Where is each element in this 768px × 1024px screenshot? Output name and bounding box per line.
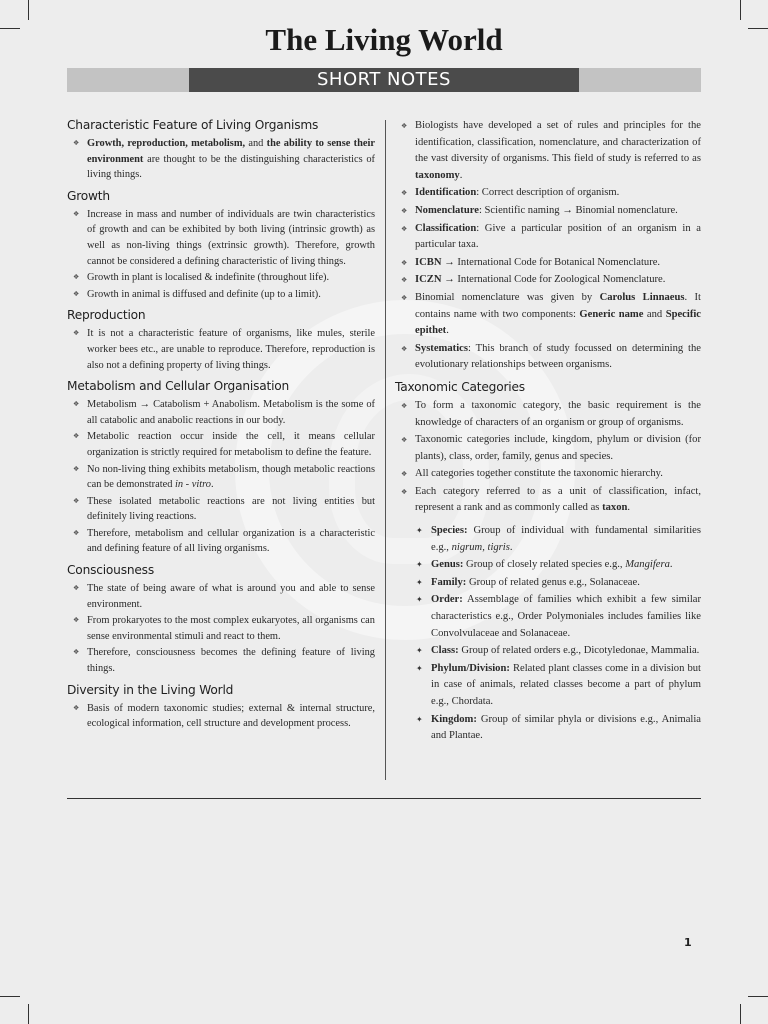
- sub-list-item: ✦ Order: Assemblage of families which exhibit a few similar characteristics e.g., Order Polymoniales includes families like Convolvulaceae and Solanaceae.: [411, 592, 701, 642]
- list-item: ❖ To form a taxonomic category, the basic requirement is the knowledge of characters of an organism or group of organisms.: [395, 398, 701, 431]
- section-heading: Consciousness: [67, 563, 154, 578]
- section-heading: Diversity in the Living World: [67, 682, 234, 697]
- sub-list-item: ✦ Kingdom: Group of similar phyla or divisions e.g., Animalia and Plantae.: [411, 712, 701, 745]
- section-heading: Reproduction: [67, 308, 146, 323]
- column-divider: [385, 120, 386, 780]
- crop-mark: [0, 996, 20, 997]
- section-heading: Characteristic Feature of Living Organisms: [67, 118, 319, 132]
- section-heading: Taxonomic Categories: [395, 379, 525, 394]
- sub-list-item: ✦ Class: Group of related orders e.g., Dicotyledonae, Mammalia.: [411, 643, 701, 660]
- list-item: ❖ Therefore, consciousness becomes the defining feature of living things.: [67, 645, 375, 676]
- list-item: ❖ Basis of modern taxonomic studies; external & internal structure, ecological information, cell structure and development process.: [67, 701, 375, 732]
- list-item: ❖ No non-living thing exhibits metabolism, though metabolic reactions can be demonstrated in - vitro.: [67, 462, 375, 493]
- crop-mark: [740, 1004, 741, 1024]
- section-heading: Growth: [67, 188, 110, 203]
- section-heading: Metabolism and Cellular Organisation: [67, 379, 290, 394]
- list-item: ❖ Increase in mass and number of individuals are twin characteristics of growth and can be exhibited by both living (intrinsic growth) as well as non-living things (extrinsic growth). Therefore, growth cannot be considered a defining characteristic of living things.: [67, 207, 375, 269]
- crop-mark: [740, 0, 741, 20]
- list-item: ❖ Biologists have developed a set of rules and principles for the identification, classification, nomenclature, and characterization of the vast diversity of organisms. This field of study is referred to as taxonomy.: [395, 118, 701, 184]
- list-item: ❖ ICBN → International Code for Botanical Nomenclature.: [395, 255, 701, 272]
- banner: [67, 68, 701, 92]
- bullet-list: [67, 207, 375, 303]
- list-item: ❖ Metabolic reaction occur inside the cell, it means cellular organization is strictly required for metabolism to define the feature.: [67, 429, 375, 460]
- bullet-list: [395, 398, 701, 517]
- sub-list-item: ✦ Species: Group of individual with fundamental similarities e.g., nigrum, tigris.: [411, 523, 701, 556]
- list-item: ❖ Therefore, metabolism and cellular organization is a characteristic and defining feature of all living organisms.: [67, 526, 375, 557]
- bullet-list: [67, 581, 375, 677]
- list-item: ❖ From prokaryotes to the most complex eukaryotes, all organisms can sense environmental stimuli and react to them.: [67, 613, 375, 644]
- list-item: ❖ Systematics: This branch of study focussed on determining the evolutionary relationships between organisms.: [395, 341, 701, 374]
- list-item: ❖ It is not a characteristic feature of organisms, like mules, sterile worker bees etc., are unable to reproduce. Therefore, reproduction is also not a defining property of living things.: [67, 326, 375, 373]
- list-item: ❖ The state of being aware of what is around you and able to sense environment.: [67, 581, 375, 612]
- crop-mark: [28, 1004, 29, 1024]
- right-column: [395, 118, 701, 746]
- list-item: ❖ Growth in animal is diffused and definite (up to a limit).: [67, 287, 375, 303]
- list-item: ❖ Identification: Correct description of organism.: [395, 185, 701, 202]
- page-title: The Living World: [265, 22, 503, 57]
- left-column: [67, 118, 375, 738]
- sub-list-item: ✦ Genus: Group of closely related species e.g., Mangifera.: [411, 557, 701, 574]
- sub-list-item: ✦ Family: Group of related genus e.g., Solanaceae.: [411, 575, 701, 592]
- list-item: ❖ All categories together constitute the taxonomic hierarchy.: [395, 466, 701, 483]
- bullet-list: [67, 136, 375, 183]
- list-item: ❖ Metabolism → Catabolism + Anabolism. Metabolism is the some of all catabolic and anabolic reactions in our body.: [67, 397, 375, 428]
- sub-list: [395, 523, 701, 745]
- banner-label: SHORT NOTES: [189, 68, 579, 92]
- crop-mark: [748, 996, 768, 997]
- bullet-list: [395, 118, 701, 374]
- page-number: 1: [684, 936, 692, 949]
- list-item: ❖ ICZN → International Code for Zoological Nomenclature.: [395, 272, 701, 289]
- bullet-list: [67, 326, 375, 373]
- list-item: ❖ Growth in plant is localised & indefinite (throughout life).: [67, 270, 375, 286]
- bottom-rule: [67, 798, 701, 799]
- bullet-list: [67, 397, 375, 557]
- list-item: ❖ Each category referred to as a unit of classification, infact, represent a rank and as commonly called as taxon.: [395, 484, 701, 517]
- bullet-list: [67, 701, 375, 732]
- crop-mark: [28, 0, 29, 20]
- list-item: ❖ Growth, reproduction, metabolism, and the ability to sense their environment are thought to be the distinguishing characteristics of living things.: [67, 136, 375, 183]
- list-item: ❖ Taxonomic categories include, kingdom, phylum or division (for plants), class, order, family, genus and species.: [395, 432, 701, 465]
- list-item: ❖ These isolated metabolic reactions are not living entities but definitely living reactions.: [67, 494, 375, 525]
- sub-list-item: ✦ Phylum/Division: Related plant classes come in a division but in case of animals, related classes become a part of phylum e.g., Chordata.: [411, 661, 701, 711]
- list-item: ❖ Nomenclature: Scientific naming → Binomial nomenclature.: [395, 203, 701, 220]
- list-item: ❖ Binomial nomenclature was given by Carolus Linnaeus. It contains name with two components: Generic name and Specific epithet.: [395, 290, 701, 340]
- list-item: ❖ Classification: Give a particular position of an organism in a particular taxa.: [395, 221, 701, 254]
